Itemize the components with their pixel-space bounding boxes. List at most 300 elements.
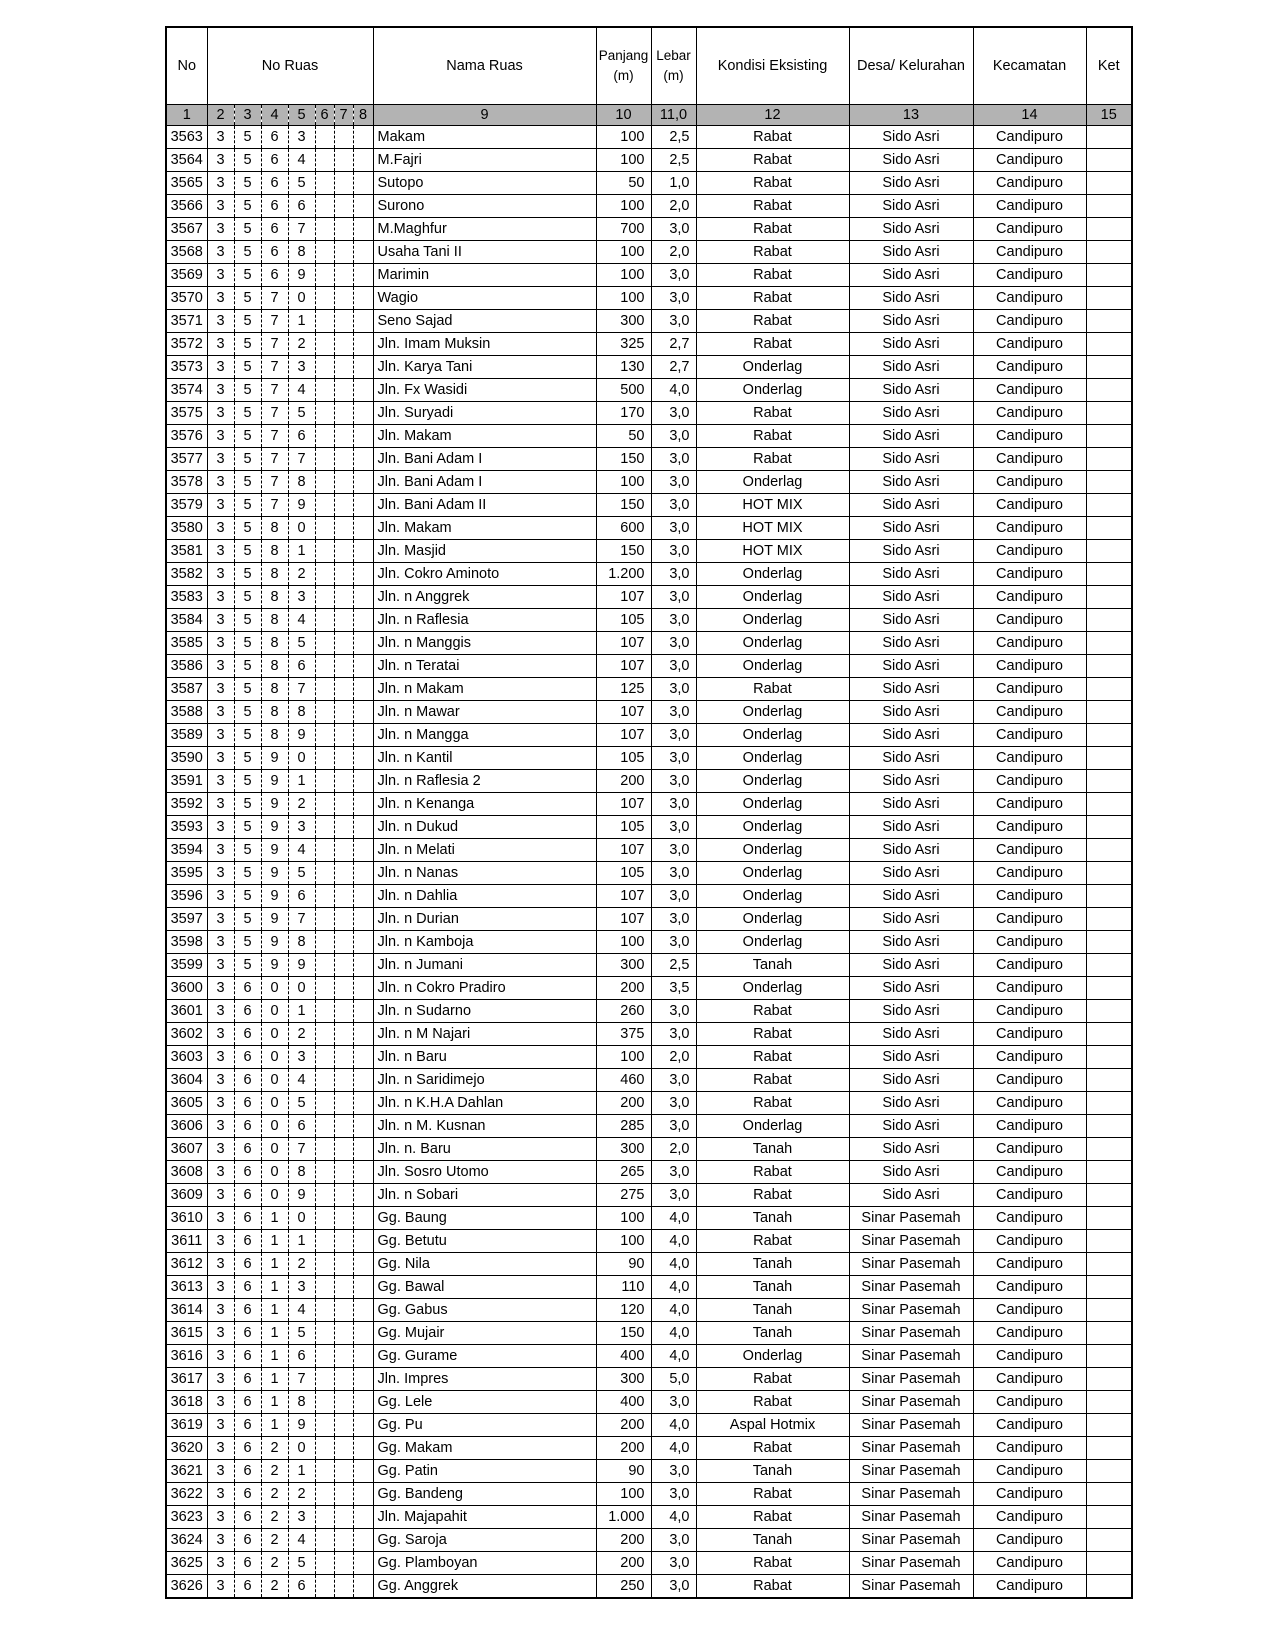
cell-ruas-digit-empty bbox=[334, 1345, 353, 1368]
cell-desa: Sinar Pasemah bbox=[849, 1437, 973, 1460]
cell-lebar: 3,0 bbox=[651, 1460, 696, 1483]
cell-lebar: 2,0 bbox=[651, 241, 696, 264]
table-row bbox=[166, 793, 1132, 816]
cell-ruas-digit: 5 bbox=[234, 816, 261, 839]
cell-kondisi: Onderlag bbox=[696, 586, 849, 609]
cell-ruas-digit: 3 bbox=[207, 586, 234, 609]
cell-ruas-digit-empty bbox=[334, 770, 353, 793]
cell-ruas-digit-empty bbox=[353, 379, 373, 402]
cell-no: 3581 bbox=[166, 540, 207, 563]
cell-ruas-digit: 6 bbox=[234, 1368, 261, 1391]
cell-ruas-digit-empty bbox=[315, 1046, 334, 1069]
cell-nama-ruas: Usaha Tani II bbox=[373, 241, 596, 264]
cell-ruas-digit: 9 bbox=[288, 724, 315, 747]
cell-kondisi: Rabat bbox=[696, 264, 849, 287]
cell-kecamatan: Candipuro bbox=[973, 1414, 1086, 1437]
cell-panjang: 200 bbox=[596, 1552, 651, 1575]
cell-ket bbox=[1086, 172, 1132, 195]
cell-ruas-digit: 3 bbox=[207, 287, 234, 310]
cell-ruas-digit: 6 bbox=[288, 885, 315, 908]
cell-ruas-digit: 7 bbox=[261, 310, 288, 333]
cell-no: 3590 bbox=[166, 747, 207, 770]
cell-desa: Sinar Pasemah bbox=[849, 1253, 973, 1276]
cell-nama-ruas: Seno Sajad bbox=[373, 310, 596, 333]
cell-desa: Sido Asri bbox=[849, 1046, 973, 1069]
cell-desa: Sido Asri bbox=[849, 678, 973, 701]
cell-ruas-digit-empty bbox=[353, 195, 373, 218]
cell-ruas-digit: 5 bbox=[234, 540, 261, 563]
table-body bbox=[166, 126, 1132, 1599]
cell-ket bbox=[1086, 770, 1132, 793]
table-row bbox=[166, 356, 1132, 379]
cell-ruas-digit: 4 bbox=[288, 1069, 315, 1092]
cell-ket bbox=[1086, 586, 1132, 609]
cell-no: 3604 bbox=[166, 1069, 207, 1092]
cell-kecamatan: Candipuro bbox=[973, 931, 1086, 954]
cell-ruas-digit-empty bbox=[353, 126, 373, 149]
cell-ruas-digit: 2 bbox=[288, 563, 315, 586]
cell-ruas-digit-empty bbox=[315, 1276, 334, 1299]
cell-desa: Sido Asri bbox=[849, 839, 973, 862]
cell-ruas-digit: 3 bbox=[207, 1023, 234, 1046]
cell-desa: Sinar Pasemah bbox=[849, 1552, 973, 1575]
table-row bbox=[166, 839, 1132, 862]
cell-ruas-digit: 3 bbox=[207, 931, 234, 954]
cell-ruas-digit-empty bbox=[334, 379, 353, 402]
cell-panjang: 100 bbox=[596, 471, 651, 494]
cell-kecamatan: Candipuro bbox=[973, 954, 1086, 977]
cell-kondisi: Onderlag bbox=[696, 563, 849, 586]
cell-desa: Sido Asri bbox=[849, 287, 973, 310]
cell-ruas-digit: 5 bbox=[234, 793, 261, 816]
cell-ruas-digit-empty bbox=[315, 1414, 334, 1437]
cell-panjang: 170 bbox=[596, 402, 651, 425]
cell-lebar: 3,0 bbox=[651, 632, 696, 655]
cell-desa: Sido Asri bbox=[849, 402, 973, 425]
cell-ket bbox=[1086, 931, 1132, 954]
cell-ruas-digit: 2 bbox=[261, 1529, 288, 1552]
cell-kecamatan: Candipuro bbox=[973, 1161, 1086, 1184]
cell-ruas-digit: 3 bbox=[207, 1460, 234, 1483]
cell-ket bbox=[1086, 1207, 1132, 1230]
header-row bbox=[166, 27, 1132, 105]
cell-ruas-digit-empty bbox=[334, 1322, 353, 1345]
cell-ruas-digit: 3 bbox=[207, 1138, 234, 1161]
cell-kondisi: Rabat bbox=[696, 149, 849, 172]
cell-nama-ruas: Jln. n Kantil bbox=[373, 747, 596, 770]
cell-ruas-digit-empty bbox=[315, 494, 334, 517]
cell-no: 3594 bbox=[166, 839, 207, 862]
cell-ruas-digit-empty bbox=[315, 1460, 334, 1483]
cell-kecamatan: Candipuro bbox=[973, 632, 1086, 655]
cell-ruas-digit: 5 bbox=[234, 839, 261, 862]
cell-no: 3605 bbox=[166, 1092, 207, 1115]
table-row bbox=[166, 1092, 1132, 1115]
table-row bbox=[166, 1253, 1132, 1276]
cell-no: 3576 bbox=[166, 425, 207, 448]
cell-ruas-digit: 0 bbox=[288, 287, 315, 310]
cell-ket bbox=[1086, 310, 1132, 333]
cell-ruas-digit-empty bbox=[315, 333, 334, 356]
col-index: 13 bbox=[849, 105, 973, 126]
cell-lebar: 3,0 bbox=[651, 1115, 696, 1138]
cell-ruas-digit-empty bbox=[315, 172, 334, 195]
cell-ruas-digit: 6 bbox=[234, 1552, 261, 1575]
cell-ruas-digit: 3 bbox=[288, 1276, 315, 1299]
cell-ruas-digit-empty bbox=[334, 1437, 353, 1460]
cell-ket bbox=[1086, 517, 1132, 540]
cell-ruas-digit: 5 bbox=[234, 494, 261, 517]
cell-ruas-digit: 6 bbox=[261, 149, 288, 172]
cell-lebar: 3,0 bbox=[651, 402, 696, 425]
cell-desa: Sinar Pasemah bbox=[849, 1322, 973, 1345]
cell-ruas-digit-empty bbox=[315, 287, 334, 310]
cell-panjang: 107 bbox=[596, 724, 651, 747]
cell-kondisi: Tanah bbox=[696, 1322, 849, 1345]
col-index: 4 bbox=[261, 105, 288, 126]
cell-lebar: 3,5 bbox=[651, 977, 696, 1000]
cell-lebar: 3,0 bbox=[651, 747, 696, 770]
cell-desa: Sido Asri bbox=[849, 770, 973, 793]
cell-ruas-digit: 7 bbox=[288, 448, 315, 471]
cell-kecamatan: Candipuro bbox=[973, 126, 1086, 149]
cell-ket bbox=[1086, 655, 1132, 678]
cell-desa: Sinar Pasemah bbox=[849, 1345, 973, 1368]
cell-ruas-digit-empty bbox=[334, 1092, 353, 1115]
cell-ruas-digit: 6 bbox=[234, 1460, 261, 1483]
cell-ruas-digit: 6 bbox=[234, 1437, 261, 1460]
cell-desa: Sinar Pasemah bbox=[849, 1575, 973, 1599]
cell-kecamatan: Candipuro bbox=[973, 287, 1086, 310]
cell-ruas-digit-empty bbox=[353, 1184, 373, 1207]
cell-ruas-digit: 3 bbox=[207, 1230, 234, 1253]
cell-lebar: 3,0 bbox=[651, 1575, 696, 1599]
cell-kondisi: Rabat bbox=[696, 218, 849, 241]
cell-ruas-digit-empty bbox=[353, 1253, 373, 1276]
cell-desa: Sido Asri bbox=[849, 126, 973, 149]
cell-ruas-digit-empty bbox=[334, 195, 353, 218]
cell-ruas-digit-empty bbox=[353, 816, 373, 839]
cell-ruas-digit: 6 bbox=[261, 241, 288, 264]
cell-ruas-digit: 3 bbox=[207, 241, 234, 264]
cell-ruas-digit-empty bbox=[315, 839, 334, 862]
cell-nama-ruas: Jln. n Dukud bbox=[373, 816, 596, 839]
cell-ruas-digit: 7 bbox=[288, 218, 315, 241]
cell-ket bbox=[1086, 885, 1132, 908]
cell-lebar: 3,0 bbox=[651, 310, 696, 333]
cell-ruas-digit: 6 bbox=[261, 195, 288, 218]
cell-desa: Sido Asri bbox=[849, 1115, 973, 1138]
cell-ruas-digit-empty bbox=[353, 356, 373, 379]
cell-desa: Sido Asri bbox=[849, 747, 973, 770]
cell-lebar: 3,0 bbox=[651, 425, 696, 448]
cell-ruas-digit-empty bbox=[315, 1092, 334, 1115]
cell-nama-ruas: Jln. n Sudarno bbox=[373, 1000, 596, 1023]
cell-kecamatan: Candipuro bbox=[973, 563, 1086, 586]
cell-ruas-digit: 7 bbox=[261, 356, 288, 379]
cell-kondisi: Tanah bbox=[696, 1460, 849, 1483]
cell-ruas-digit: 2 bbox=[261, 1506, 288, 1529]
cell-ruas-digit-empty bbox=[334, 1529, 353, 1552]
cell-no: 3579 bbox=[166, 494, 207, 517]
cell-no: 3584 bbox=[166, 609, 207, 632]
header-desa: Desa/ Kelurahan bbox=[849, 27, 973, 105]
table-row bbox=[166, 1276, 1132, 1299]
cell-desa: Sido Asri bbox=[849, 241, 973, 264]
cell-ruas-digit-empty bbox=[334, 218, 353, 241]
cell-ruas-digit-empty bbox=[334, 724, 353, 747]
cell-ruas-digit-empty bbox=[334, 1276, 353, 1299]
cell-ruas-digit-empty bbox=[315, 1299, 334, 1322]
cell-ruas-digit: 3 bbox=[207, 1276, 234, 1299]
cell-ruas-digit: 3 bbox=[207, 517, 234, 540]
cell-panjang: 260 bbox=[596, 1000, 651, 1023]
cell-lebar: 2,0 bbox=[651, 195, 696, 218]
cell-lebar: 3,0 bbox=[651, 793, 696, 816]
cell-desa: Sido Asri bbox=[849, 425, 973, 448]
cell-no: 3616 bbox=[166, 1345, 207, 1368]
table-row bbox=[166, 1000, 1132, 1023]
cell-lebar: 3,0 bbox=[651, 678, 696, 701]
cell-ruas-digit-empty bbox=[334, 126, 353, 149]
cell-panjang: 100 bbox=[596, 1046, 651, 1069]
cell-kecamatan: Candipuro bbox=[973, 1069, 1086, 1092]
cell-ruas-digit: 3 bbox=[207, 494, 234, 517]
cell-panjang: 100 bbox=[596, 1230, 651, 1253]
cell-kecamatan: Candipuro bbox=[973, 977, 1086, 1000]
cell-nama-ruas: Jln. Masjid bbox=[373, 540, 596, 563]
cell-lebar: 3,0 bbox=[651, 862, 696, 885]
cell-lebar: 3,0 bbox=[651, 264, 696, 287]
cell-nama-ruas: Jln. n Baru bbox=[373, 1046, 596, 1069]
cell-nama-ruas: Jln. n M. Kusnan bbox=[373, 1115, 596, 1138]
table-row bbox=[166, 310, 1132, 333]
table-row bbox=[166, 632, 1132, 655]
cell-kondisi: Tanah bbox=[696, 1276, 849, 1299]
cell-ruas-digit: 3 bbox=[207, 1000, 234, 1023]
column-index-row bbox=[166, 105, 1132, 126]
cell-ruas-digit: 5 bbox=[288, 1552, 315, 1575]
cell-ruas-digit: 8 bbox=[261, 678, 288, 701]
cell-ruas-digit: 0 bbox=[288, 977, 315, 1000]
cell-ket bbox=[1086, 1322, 1132, 1345]
cell-no: 3600 bbox=[166, 977, 207, 1000]
cell-ruas-digit-empty bbox=[334, 1414, 353, 1437]
cell-ruas-digit: 7 bbox=[261, 402, 288, 425]
cell-kecamatan: Candipuro bbox=[973, 1575, 1086, 1599]
cell-ruas-digit-empty bbox=[353, 1414, 373, 1437]
cell-ruas-digit: 2 bbox=[288, 1023, 315, 1046]
col-index: 9 bbox=[373, 105, 596, 126]
table-row bbox=[166, 1368, 1132, 1391]
cell-ruas-digit: 1 bbox=[288, 310, 315, 333]
cell-ruas-digit-empty bbox=[334, 1299, 353, 1322]
cell-panjang: 107 bbox=[596, 632, 651, 655]
cell-nama-ruas: Jln. Impres bbox=[373, 1368, 596, 1391]
table-row bbox=[166, 287, 1132, 310]
cell-no: 3587 bbox=[166, 678, 207, 701]
cell-kondisi: Rabat bbox=[696, 172, 849, 195]
cell-ruas-digit: 1 bbox=[261, 1207, 288, 1230]
cell-panjang: 100 bbox=[596, 1207, 651, 1230]
header-ket: Ket bbox=[1086, 27, 1132, 105]
cell-panjang: 125 bbox=[596, 678, 651, 701]
cell-kecamatan: Candipuro bbox=[973, 609, 1086, 632]
table-row bbox=[166, 1322, 1132, 1345]
cell-panjang: 107 bbox=[596, 586, 651, 609]
cell-lebar: 2,5 bbox=[651, 954, 696, 977]
cell-kondisi: Onderlag bbox=[696, 701, 849, 724]
cell-ruas-digit-empty bbox=[353, 425, 373, 448]
cell-ruas-digit: 5 bbox=[234, 770, 261, 793]
cell-ruas-digit-empty bbox=[315, 1000, 334, 1023]
cell-ruas-digit: 7 bbox=[261, 494, 288, 517]
cell-ruas-digit-empty bbox=[334, 540, 353, 563]
cell-kondisi: Rabat bbox=[696, 1368, 849, 1391]
cell-ruas-digit-empty bbox=[334, 908, 353, 931]
cell-lebar: 4,0 bbox=[651, 1299, 696, 1322]
table-row bbox=[166, 1207, 1132, 1230]
cell-desa: Sido Asri bbox=[849, 793, 973, 816]
cell-desa: Sinar Pasemah bbox=[849, 1483, 973, 1506]
cell-ruas-digit-empty bbox=[315, 770, 334, 793]
cell-panjang: 107 bbox=[596, 655, 651, 678]
cell-ruas-digit: 5 bbox=[234, 885, 261, 908]
cell-nama-ruas: Gg. Gurame bbox=[373, 1345, 596, 1368]
cell-ket bbox=[1086, 563, 1132, 586]
cell-no: 3568 bbox=[166, 241, 207, 264]
cell-ruas-digit: 1 bbox=[261, 1299, 288, 1322]
cell-ruas-digit-empty bbox=[353, 1161, 373, 1184]
cell-ruas-digit: 1 bbox=[261, 1322, 288, 1345]
table-row bbox=[166, 770, 1132, 793]
cell-ruas-digit-empty bbox=[334, 1230, 353, 1253]
cell-ruas-digit-empty bbox=[334, 977, 353, 1000]
cell-ruas-digit: 3 bbox=[288, 1046, 315, 1069]
cell-ruas-digit-empty bbox=[334, 425, 353, 448]
cell-ruas-digit-empty bbox=[353, 701, 373, 724]
cell-nama-ruas: Jln. n Raflesia 2 bbox=[373, 770, 596, 793]
cell-nama-ruas: M.Fajri bbox=[373, 149, 596, 172]
cell-no: 3578 bbox=[166, 471, 207, 494]
cell-kondisi: Rabat bbox=[696, 1161, 849, 1184]
cell-lebar: 4,0 bbox=[651, 1506, 696, 1529]
cell-no: 3596 bbox=[166, 885, 207, 908]
cell-ruas-digit: 9 bbox=[288, 1414, 315, 1437]
cell-ruas-digit-empty bbox=[353, 885, 373, 908]
cell-kondisi: HOT MIX bbox=[696, 540, 849, 563]
cell-ruas-digit: 3 bbox=[288, 1506, 315, 1529]
cell-ket bbox=[1086, 678, 1132, 701]
cell-lebar: 4,0 bbox=[651, 1207, 696, 1230]
cell-nama-ruas: Gg. Lele bbox=[373, 1391, 596, 1414]
cell-lebar: 3,0 bbox=[651, 1391, 696, 1414]
cell-ruas-digit-empty bbox=[334, 1000, 353, 1023]
table-row bbox=[166, 678, 1132, 701]
cell-ruas-digit-empty bbox=[315, 609, 334, 632]
cell-ruas-digit: 5 bbox=[234, 954, 261, 977]
cell-ruas-digit: 6 bbox=[234, 1414, 261, 1437]
cell-panjang: 100 bbox=[596, 264, 651, 287]
cell-panjang: 100 bbox=[596, 195, 651, 218]
cell-ruas-digit-empty bbox=[353, 540, 373, 563]
cell-desa: Sinar Pasemah bbox=[849, 1207, 973, 1230]
cell-ruas-digit-empty bbox=[315, 126, 334, 149]
cell-ruas-digit: 8 bbox=[288, 701, 315, 724]
cell-kecamatan: Candipuro bbox=[973, 471, 1086, 494]
table-row bbox=[166, 862, 1132, 885]
cell-ruas-digit: 6 bbox=[234, 1575, 261, 1599]
cell-ruas-digit: 3 bbox=[207, 701, 234, 724]
cell-ruas-digit-empty bbox=[353, 218, 373, 241]
cell-ruas-digit: 3 bbox=[207, 563, 234, 586]
cell-kondisi: Rabat bbox=[696, 1046, 849, 1069]
cell-ruas-digit: 3 bbox=[207, 1414, 234, 1437]
cell-ruas-digit-empty bbox=[353, 1368, 373, 1391]
cell-kecamatan: Candipuro bbox=[973, 793, 1086, 816]
cell-ruas-digit: 2 bbox=[261, 1575, 288, 1599]
cell-ruas-digit: 5 bbox=[234, 126, 261, 149]
cell-ruas-digit: 8 bbox=[288, 1391, 315, 1414]
cell-ruas-digit: 6 bbox=[288, 195, 315, 218]
cell-lebar: 3,0 bbox=[651, 218, 696, 241]
cell-lebar: 4,0 bbox=[651, 1414, 696, 1437]
cell-lebar: 3,0 bbox=[651, 517, 696, 540]
cell-ruas-digit-empty bbox=[315, 862, 334, 885]
cell-no: 3589 bbox=[166, 724, 207, 747]
cell-ruas-digit-empty bbox=[315, 356, 334, 379]
cell-ruas-digit-empty bbox=[315, 471, 334, 494]
cell-ruas-digit-empty bbox=[353, 310, 373, 333]
cell-lebar: 1,0 bbox=[651, 172, 696, 195]
cell-panjang: 200 bbox=[596, 1437, 651, 1460]
cell-ruas-digit-empty bbox=[334, 793, 353, 816]
cell-kecamatan: Candipuro bbox=[973, 586, 1086, 609]
cell-no: 3621 bbox=[166, 1460, 207, 1483]
cell-ruas-digit-empty bbox=[334, 1460, 353, 1483]
cell-kecamatan: Candipuro bbox=[973, 1483, 1086, 1506]
cell-ruas-digit: 3 bbox=[207, 310, 234, 333]
cell-ruas-digit: 3 bbox=[207, 908, 234, 931]
cell-ruas-digit: 3 bbox=[207, 724, 234, 747]
cell-kecamatan: Candipuro bbox=[973, 1529, 1086, 1552]
cell-ruas-digit-empty bbox=[334, 586, 353, 609]
cell-no: 3606 bbox=[166, 1115, 207, 1138]
cell-lebar: 3,0 bbox=[651, 471, 696, 494]
cell-ruas-digit: 3 bbox=[207, 1506, 234, 1529]
cell-ruas-digit: 0 bbox=[261, 1023, 288, 1046]
cell-ruas-digit-empty bbox=[353, 655, 373, 678]
cell-ruas-digit: 6 bbox=[234, 1092, 261, 1115]
cell-kondisi: Onderlag bbox=[696, 609, 849, 632]
cell-ket bbox=[1086, 1368, 1132, 1391]
cell-no: 3603 bbox=[166, 1046, 207, 1069]
cell-ruas-digit-empty bbox=[315, 954, 334, 977]
cell-no: 3623 bbox=[166, 1506, 207, 1529]
cell-ruas-digit-empty bbox=[334, 1483, 353, 1506]
cell-nama-ruas: Surono bbox=[373, 195, 596, 218]
cell-ruas-digit-empty bbox=[353, 724, 373, 747]
table-row bbox=[166, 540, 1132, 563]
cell-nama-ruas: Jln. n Kenanga bbox=[373, 793, 596, 816]
table-row bbox=[166, 1391, 1132, 1414]
table-row bbox=[166, 931, 1132, 954]
table-row bbox=[166, 1138, 1132, 1161]
cell-kecamatan: Candipuro bbox=[973, 885, 1086, 908]
cell-ruas-digit: 3 bbox=[207, 425, 234, 448]
cell-ruas-digit: 6 bbox=[288, 425, 315, 448]
cell-ruas-digit: 3 bbox=[207, 816, 234, 839]
